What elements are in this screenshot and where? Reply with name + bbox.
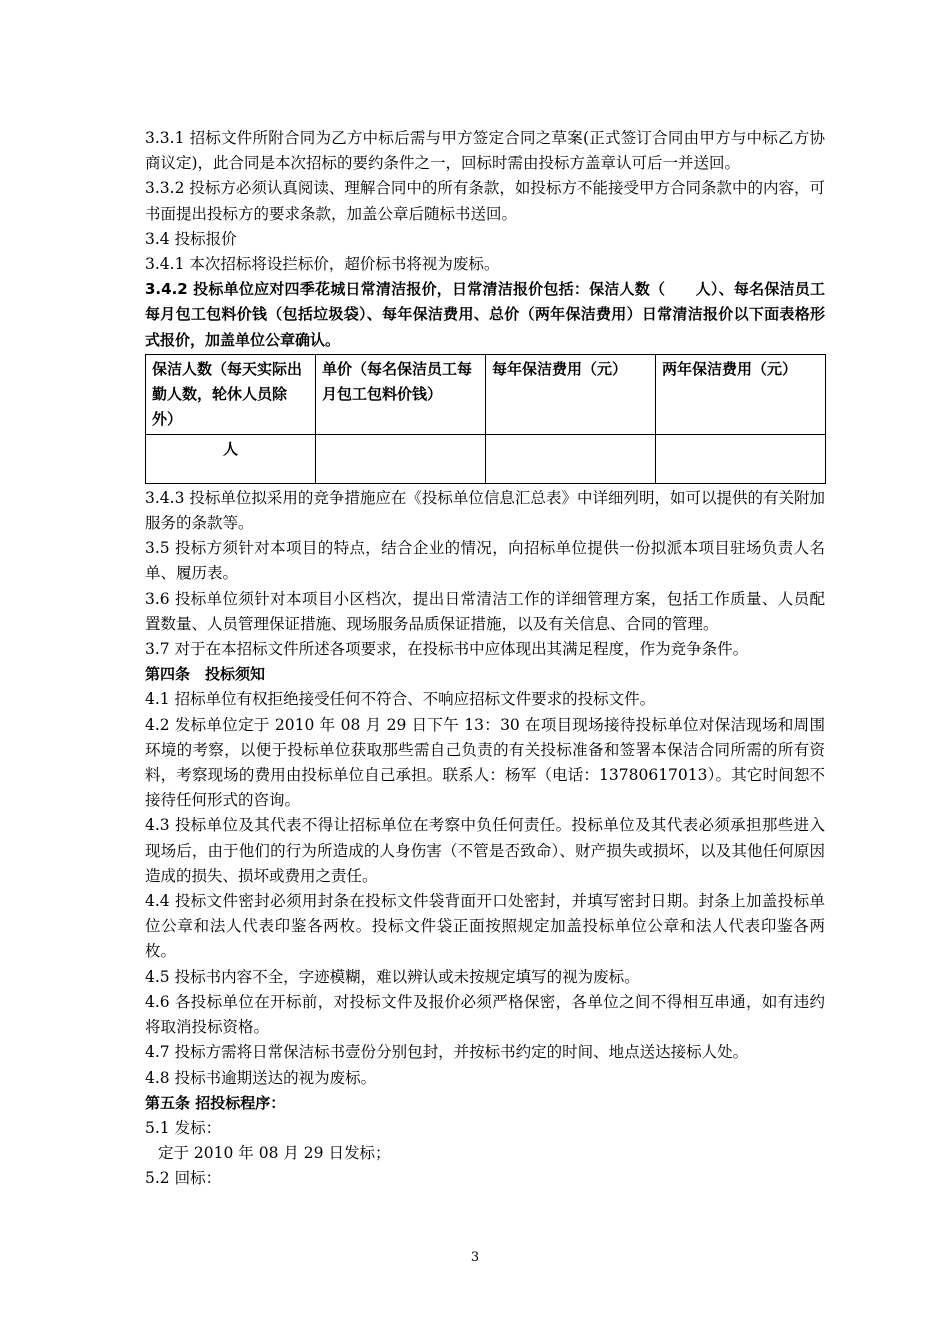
clause-3-4: 3.4 投标报价 (145, 229, 237, 248)
quote-table-header-row (146, 354, 826, 434)
document-body (145, 126, 825, 1192)
header-two-year-fee: 两年保洁费用（元） (656, 354, 826, 434)
clause-3-3-1: 3.3.1 招标文件所附合同为乙方中标后需与甲方签定合同之草案(正式签订合同由甲方与中标乙方协商议定)，此合同是本次招标的要约条件之一，回标时需由投标方盖章认可后一并送回。 (145, 129, 825, 173)
quote-table (145, 354, 826, 484)
clause-4-1: 4.1 招标单位有权拒绝接受任何不符合、不响应招标文件要求的投标文件。 (145, 690, 656, 709)
clause-3-4-2: 3.4.2 投标单位应对四季花城日常清洁报价，日常清洁报价包括：保洁人数（ 人）、每名保洁员工每月包工包料价钱（包括垃圾袋）、每年保洁费用、总价（两年保洁费用）日常清洁报价以下面表格形式报价，加盖单位公章确认。 (145, 280, 825, 349)
quote-table-value-row (146, 434, 826, 483)
clause-3-4-1: 3.4.1 本次招标将设拦标价，超价标书将视为废标。 (145, 255, 500, 274)
header-unit-price: 单价（每名保洁员工每月包工包料价钱） (316, 354, 486, 434)
clause-5-2: 5.2 回标： (145, 1169, 222, 1188)
clause-4-7: 4.7 投标方需将日常保洁标书壹份分别包封，并按标书约定的时间、地点送达接标人处。 (145, 1043, 749, 1062)
clause-5-1: 5.1 发标： (145, 1118, 222, 1137)
clause-4-4: 4.4 投标文件密封必须用封条在投标文件袋背面开口处密封，并填写密封日期。封条上加盖投标单位公章和法人代表印鉴各两枚。投标文件袋正面按照规定加盖投标单位公章和法人代表印鉴各两枚。 (145, 892, 825, 961)
clause-3-7: 3.7 对于在本招标文件所述各项要求，在投标书中应体现出其满足程度，作为竞争条件。 (145, 640, 749, 659)
page-number: 3 (470, 1250, 480, 1265)
clause-3-3-2: 3.3.2 投标方必须认真阅读、理解合同中的所有条款，如投标方不能接受甲方合同条款中的内容，可书面提出投标方的要求条款，加盖公章后随标书送回。 (145, 179, 825, 223)
clause-4-6: 4.6 各投标单位在开标前，对投标文件及报价必须严格保密，各单位之间不得相互串通，如有违约将取消投标资格。 (145, 992, 825, 1037)
clause-4-3: 4.3 投标单位及其代表不得让招标单位在考察中负任何责任。投标单位及其代表必须承担那些进入现场后，由于他们的行为所造成的人身伤害（不管是否致命）、财产损失或损坏，以及其他任何原因造成的损失、损坏或费用之责任。 (145, 816, 825, 885)
clause-4-2: 4.2 发标单位定于 2010 年 08 月 29 日下午 13：30 在项目现场接待投标单位对保洁现场和周围环境的考察，以便于投标单位获取那些需自己负责的有关投标准备和签署本保洁合同所需的所有资料，考察现场的费用由投标单位自己承担。联系人：杨军（电话：13780617013）。其它时间恕不接待任何形式的咨询。 (145, 715, 825, 810)
clause-3-6: 3.6 投标单位须针对本项目小区档次，提出日常清洁工作的详细管理方案，包括工作质量、人员配置数量、人员管理保证措施、现场服务品质保证措施，以及有关信息、合同的管理。 (145, 589, 825, 633)
cell-annual-fee (486, 434, 656, 483)
clause-4-5: 4.5 投标书内容不全，字迹模糊，难以辨认或未按规定填写的视为废标。 (145, 967, 640, 986)
section-4-title: 第四条 投标须知 (145, 665, 266, 684)
clause-3-5: 3.5 投标方须针对本项目的特点，结合企业的情况，向招标单位提供一份拟派本项目驻场负责人名单、履历表。 (145, 539, 825, 583)
cell-unit-price (316, 434, 486, 483)
clause-3-4-3: 3.4.3 投标单位拟采用的竞争措施应在《投标单位信息汇总表》中详细列明，如可以提供的有关附加服务的条款等。 (145, 488, 825, 533)
clause-5-1-detail: 定于 2010 年 08 月 29 日发标； (158, 1144, 391, 1163)
header-annual-fee: 每年保洁费用（元） (486, 354, 656, 434)
header-cleaner-count: 保洁人数（每天实际出勤人数，轮休人员除外） (146, 354, 316, 434)
section-5-title: 第五条 招投标程序： (145, 1093, 286, 1112)
cell-cleaner-count: 人 (146, 434, 316, 483)
clause-4-8: 4.8 投标书逾期送达的视为废标。 (145, 1068, 377, 1087)
cell-two-year-fee (656, 434, 826, 483)
